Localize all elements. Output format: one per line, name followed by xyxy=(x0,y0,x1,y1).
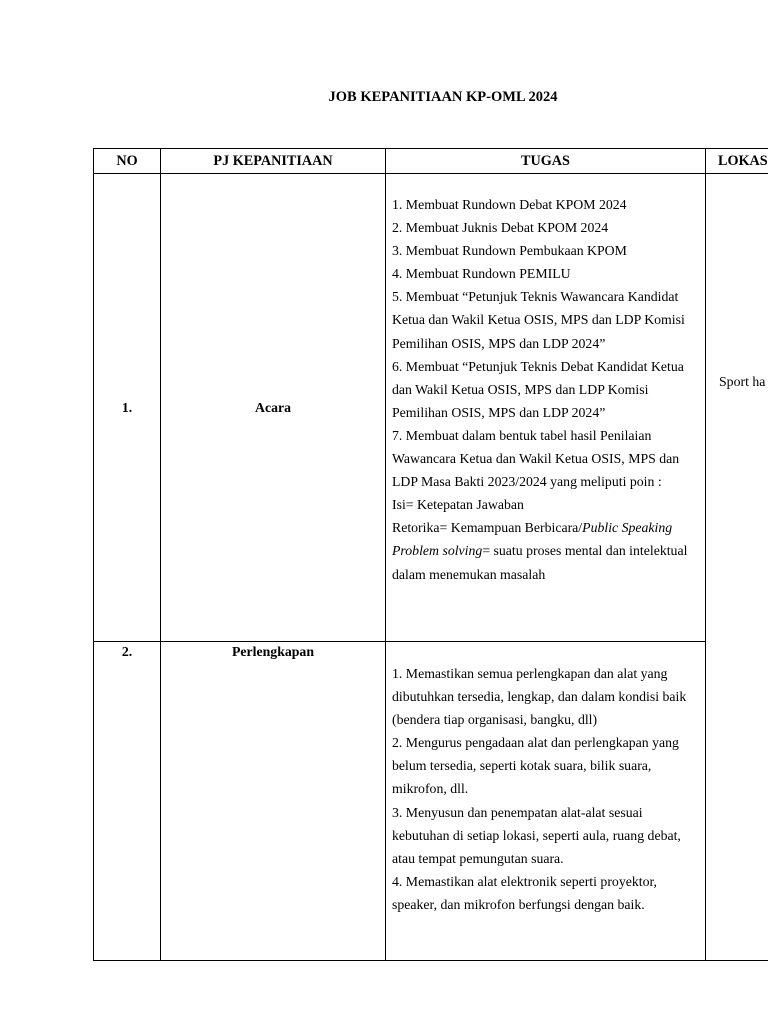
header-tugas: TUGAS xyxy=(386,149,706,174)
tugas-line: 1. Memastikan semua perlengkapan dan alat yang xyxy=(392,666,668,681)
tugas-line: 2. Membuat Juknis Debat KPOM 2024 xyxy=(392,220,609,236)
row-number: 1. xyxy=(94,174,161,642)
tugas-line: dibutuhkan tersedia, lengkap, dan dalam kondisi baik xyxy=(392,689,687,705)
tugas-line: Isi= Ketepatan Jawaban xyxy=(392,497,524,513)
tugas-line: LDP Masa Bakti 2023/2024 yang meliputi poin : xyxy=(392,474,662,490)
tugas-line: dalam menemukan masalah xyxy=(392,566,546,582)
lokasi-value: Sport ha xyxy=(706,174,768,961)
tugas-line: 3. Membuat Rundown Pembukaan KPOM xyxy=(392,243,627,259)
tugas-line: dan Wakil Ketua OSIS, MPS dan LDP Komisi xyxy=(392,381,649,397)
table-row-acara xyxy=(94,174,768,642)
tugas-line: mikrofon, dll. xyxy=(392,781,469,797)
tugas-line: Wawancara Ketua dan Wakil Ketua OSIS, MPS dan xyxy=(392,451,680,467)
table-row-perlengkapan xyxy=(94,642,768,961)
retorika-italic-text: Public Speaking xyxy=(582,520,673,536)
job-table xyxy=(93,148,768,961)
tugas-line: 1. Membuat Rundown Debat KPOM 2024 xyxy=(392,197,627,212)
row-number: 2. xyxy=(94,642,161,961)
problem-text: = suatu proses mental dan intelektual xyxy=(482,543,688,559)
tugas-line: 7. Membuat dalam bentuk tabel hasil Penilaian xyxy=(392,427,652,443)
tugas-line: atau tempat pemungutan suara. xyxy=(392,850,564,866)
table-header-row xyxy=(94,149,768,174)
tugas-list-acara xyxy=(386,174,706,642)
tugas-line: kebutuhan di setiap lokasi, seperti aula, ruang debat, xyxy=(392,827,681,843)
tugas-line: 5. Membuat “Petunjuk Teknis Wawancara Kandidat xyxy=(392,289,679,305)
tugas-line: Ketua dan Wakil Ketua OSIS, MPS dan LDP Komisi xyxy=(392,312,685,328)
tugas-line: 4. Membuat Rundown PEMILU xyxy=(392,266,571,282)
problem-italic-text: Problem solving xyxy=(392,543,483,559)
tugas-line: 2. Mengurus pengadaan alat dan perlengkapan yang xyxy=(392,735,679,751)
tugas-line: belum tersedia, seperti kotak suara, bilik suara, xyxy=(392,758,652,774)
document-title: JOB KEPANITIAAN KP-OML 2024 xyxy=(328,89,558,105)
tugas-line: Pemilihan OSIS, MPS dan LDP 2024” xyxy=(392,335,606,351)
pj-name: Perlengkapan xyxy=(161,642,386,961)
tugas-line: (bendera tiap organisasi, bangku, dll) xyxy=(392,712,598,728)
pj-name: Acara xyxy=(161,174,386,642)
tugas-line: Pemilihan OSIS, MPS dan LDP 2024” xyxy=(392,404,606,420)
tugas-list-perlengkapan xyxy=(386,642,706,961)
retorika-text: Retorika= Kemampuan Berbicara/ xyxy=(392,520,583,536)
tugas-line: 3. Menyusun dan penempatan alat-alat sesuai xyxy=(392,804,643,820)
tugas-line-problem xyxy=(392,539,701,562)
tugas-line: 6. Membuat “Petunjuk Teknis Debat Kandidat Ketua xyxy=(392,358,684,374)
tugas-line: 4. Memastikan alat elektronik seperti proyektor, xyxy=(392,873,657,889)
header-lokasi: LOKAS xyxy=(706,149,768,174)
header-pj-kepanitiaan: PJ KEPANITIAAN xyxy=(161,149,386,174)
header-no: NO xyxy=(94,149,161,174)
tugas-line-retorika xyxy=(392,516,701,539)
tugas-line: speaker, dan mikrofon berfungsi dengan baik. xyxy=(392,896,645,912)
